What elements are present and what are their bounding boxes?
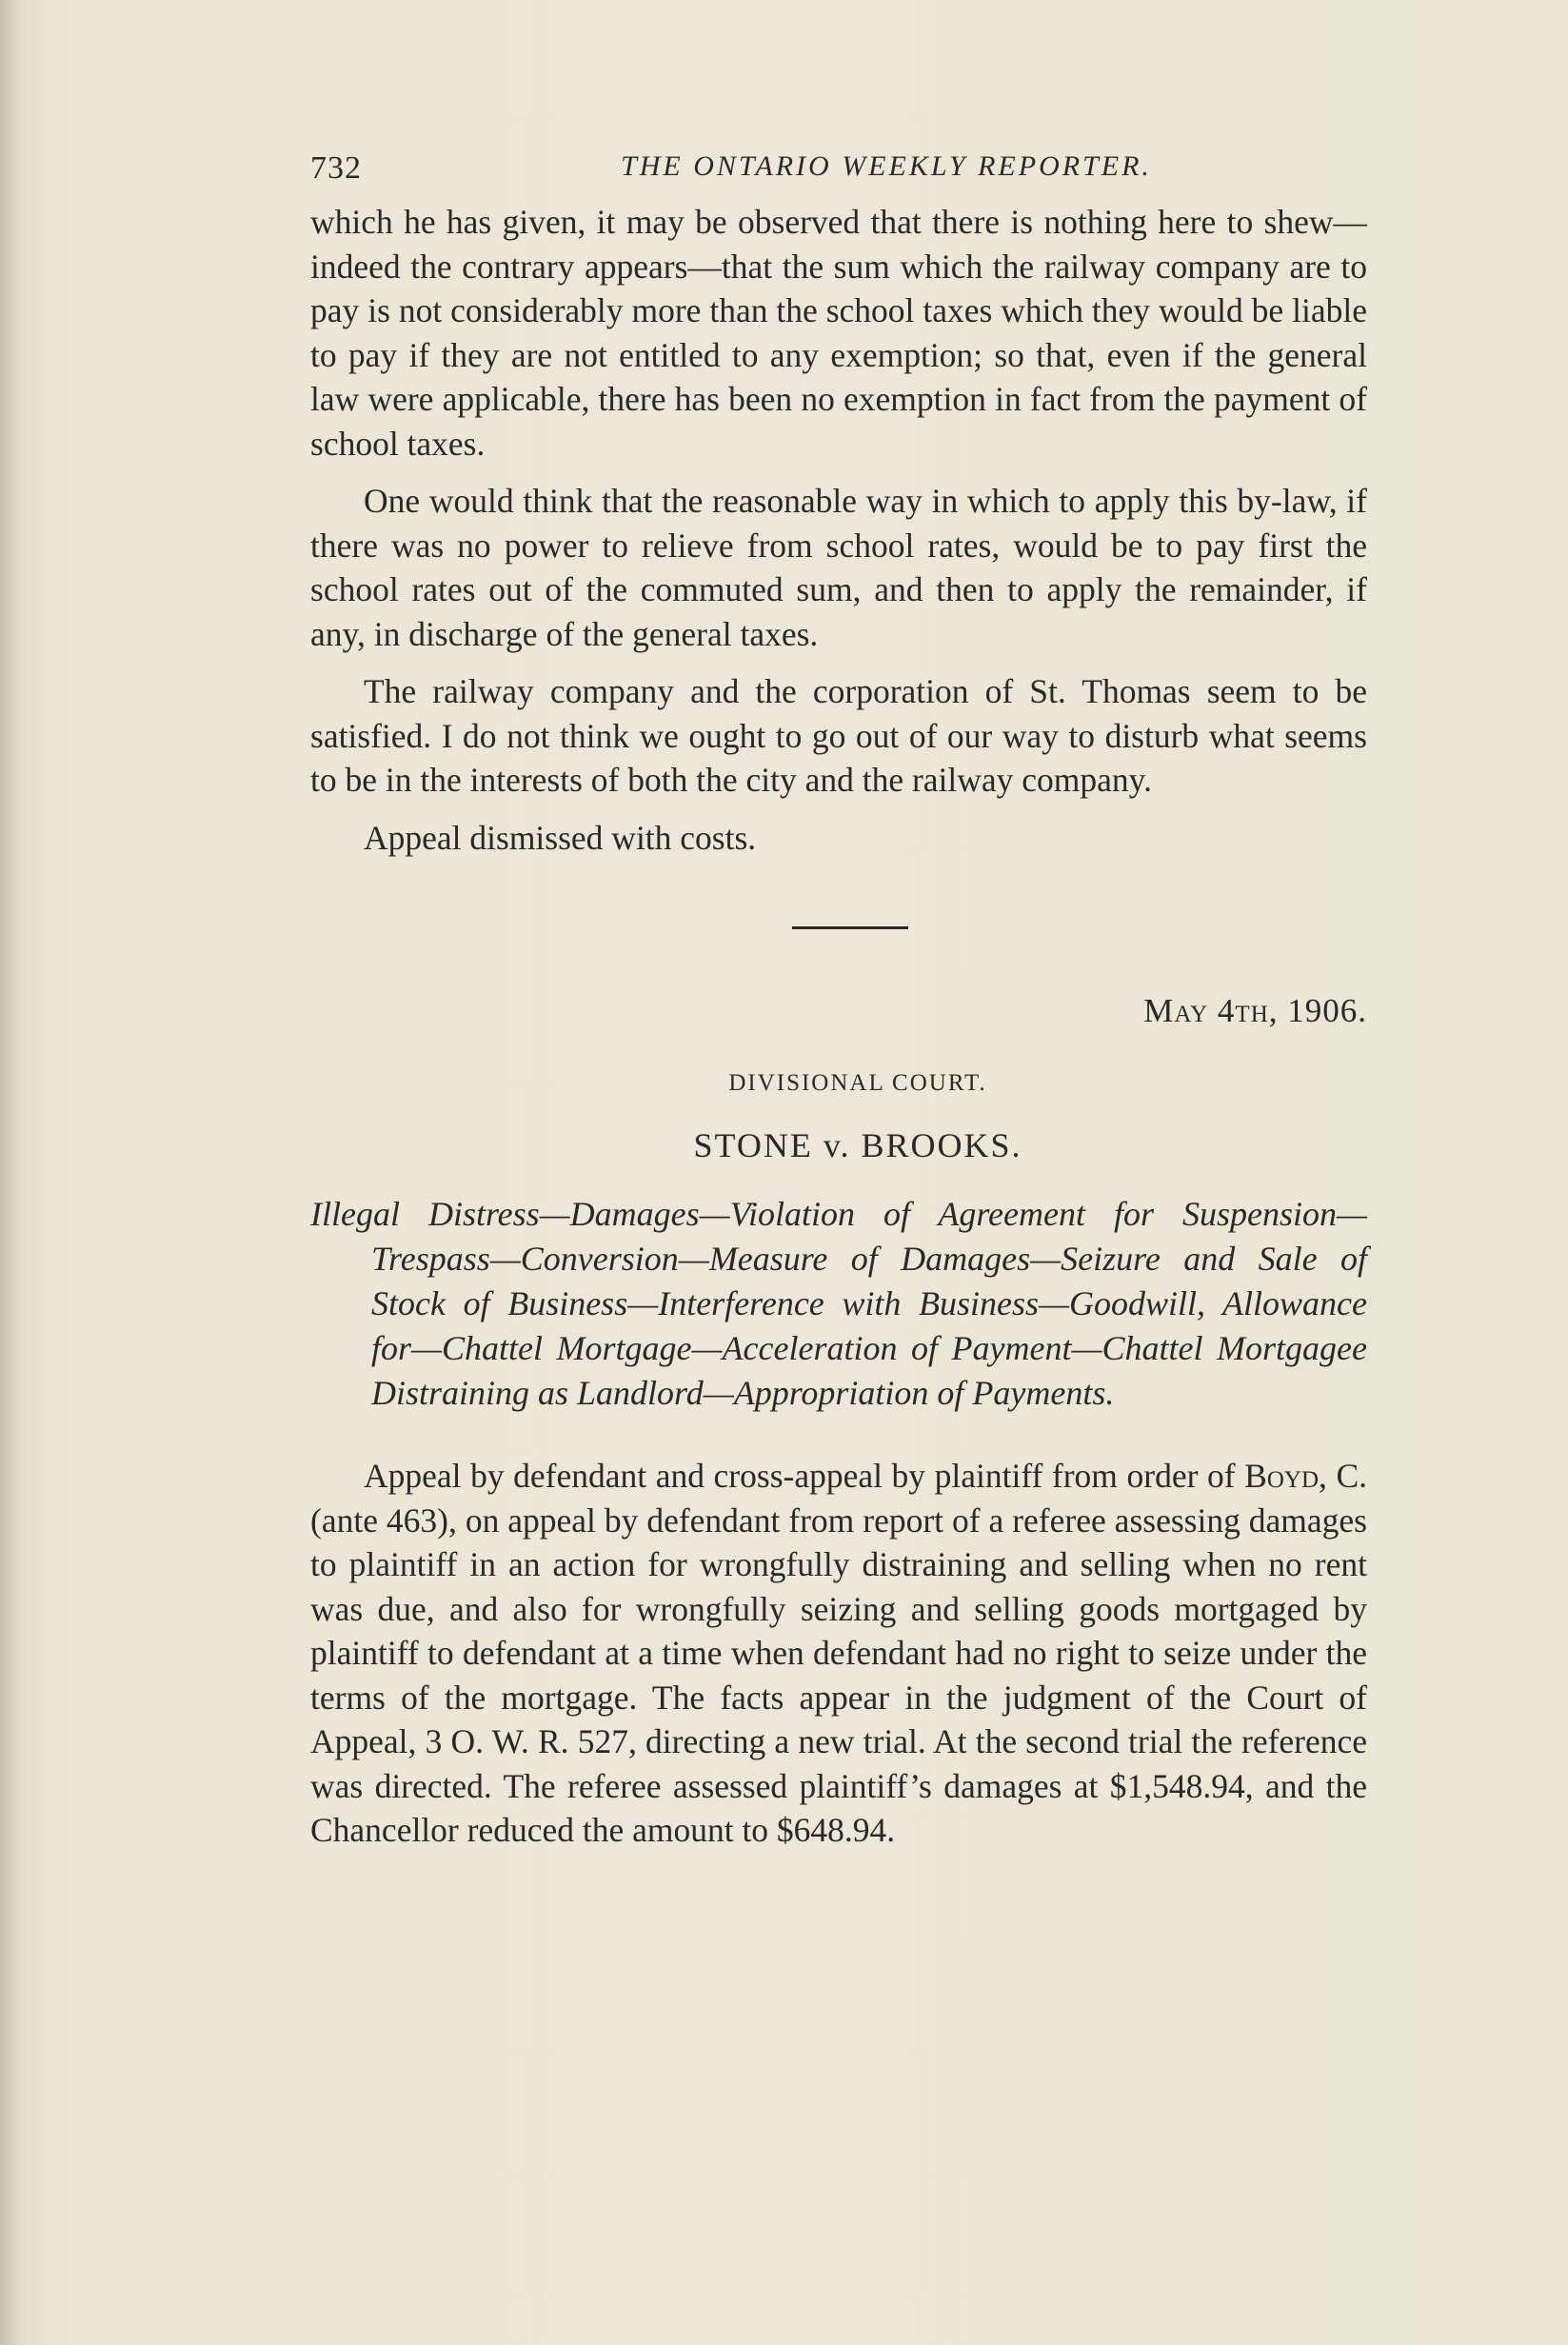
case-body-paragraph [310, 1454, 1367, 1853]
case-date: May 4th, 1906. [1143, 992, 1367, 1029]
paragraph-satisfied: The railway company and the corporation of St. Thomas seem to be satisfied. I do not think we ought to go out of our way to disturb what seems to be in the interests of both the city and the railway company. [310, 672, 1367, 799]
case-headnote: Illegal Distress—Damages—Violation of Agreement for Suspension—Trespass—Conversion—Measure of Damages—Seizure and Sale of Stock of Business—Interference with Business—Goodwill, Allowance for—Chattel Mortgage—Acceleration of Payment—Chattel Mortgagee Distraining as Landlord—Appropriation of Payments. [310, 1195, 1367, 1412]
section-divider [792, 926, 908, 929]
page-number: 732 [310, 150, 362, 186]
page-binding-edge [0, 0, 21, 2345]
paragraph-reasonable-way: One would think that the reasonable way in which to apply this by-law, if there was no power to relieve from school rates, would be to pay first the school rates out of the commuted sum, and then to apply the remainder, if any, in discharge of the general taxes. [310, 482, 1367, 653]
case-title: STONE v. BROOKS. [693, 1126, 1022, 1164]
body-rest-text: , C. (ante 463), on appeal by defendant from report of a referee assessing damages to plaintiff in an action for wrongfully distraining and selling when no rent was due, and also for wrongfully seizing and selling goods mortgaged by plaintiff to defendant at a time when defendant had no right to seize under the terms of the mortgage. The facts appear in the judgment of the Court of Appeal, 3 O. W. R. 527, directing a new trial. At the second trial the reference was directed. The referee assessed plaintiff’s damages at $1,548.94, and the Chancellor reduced the amount to $648.94. [310, 1457, 1368, 1849]
judge-name: Boyd [1244, 1457, 1319, 1495]
paragraph-continued: which he has given, it may be observed that there is nothing here to shew—indeed the contrary appears—that the sum which the railway company are to pay is not considerably more than the school taxes which they would be liable to pay if they are not entitled to any exemption; so that, even if the general law were applicable, there has been no exemption in fact from the payment of school taxes. [310, 203, 1367, 463]
body-lead-text: Appeal by defendant and cross-appeal by plaintiff from order of [364, 1457, 1236, 1495]
running-title: THE ONTARIO WEEKLY REPORTER. [621, 150, 1152, 182]
disposition-line: Appeal dismissed with costs. [364, 818, 757, 857]
text-column [310, 143, 1367, 1866]
court-name: DIVISIONAL COURT. [728, 1070, 987, 1096]
page-header [310, 143, 1367, 200]
